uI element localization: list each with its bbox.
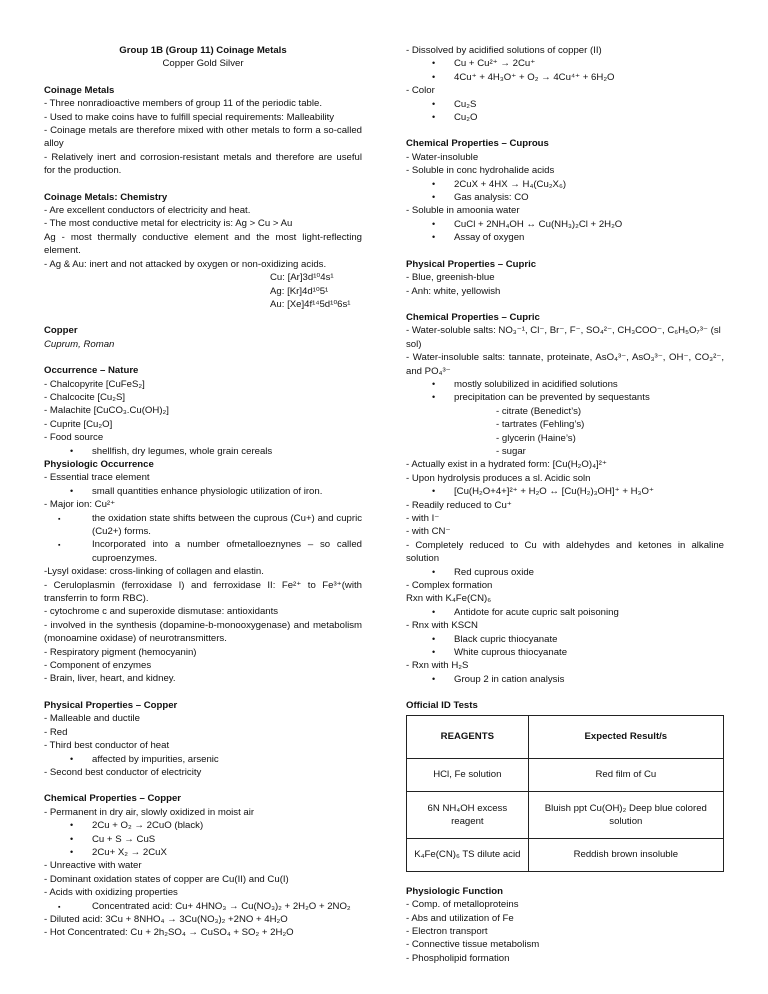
table-cell: K₄Fe(CN)₆ TS dilute acid bbox=[407, 838, 529, 871]
bullet-item: • mostly solubilized in acidified solutions bbox=[406, 378, 724, 391]
section-heading-chemical-cupric: Chemical Properties – Cupric bbox=[406, 311, 540, 323]
text-line: - with CN⁻ bbox=[406, 526, 451, 538]
section-heading-occurrence: Occurrence – Nature bbox=[44, 365, 139, 377]
section-heading-physiologic: Physiologic Occurrence bbox=[44, 458, 154, 470]
section-heading-copper: Copper bbox=[44, 325, 78, 337]
square-bullet-item: ▪ the oxidation state shifts between the cuprous (Cu+) and cupric (Cu2+) forms. bbox=[44, 512, 362, 539]
bullet-item: • Cu₂S bbox=[406, 98, 724, 111]
text-line: - Three nonradioactive members of group 11 of the periodic table. bbox=[44, 98, 323, 110]
bullet-item: • 2CuX + 4HX → H₄(Cu₂X₆) bbox=[406, 178, 724, 191]
bullet-item: • affected by impurities, arsenic bbox=[44, 753, 362, 766]
table-cell: Red film of Cu bbox=[528, 758, 723, 791]
text-line: - Blue, greenish-blue bbox=[406, 272, 495, 284]
text-line: - Food source bbox=[44, 432, 104, 444]
bullet-item: • Cu₂O bbox=[406, 111, 724, 124]
text-line: - Complex formation bbox=[406, 580, 493, 592]
left-column bbox=[44, 44, 362, 940]
text-line: - Respiratory pigment (hemocyanin) bbox=[44, 646, 197, 658]
bullet-item: • 2Cu+ X₂ → 2CuX bbox=[44, 846, 362, 859]
text-line: - Relatively inert and corrosion-resistant metals and therefore are useful for the production. bbox=[44, 151, 362, 177]
text-line: - Electron transport bbox=[406, 925, 488, 937]
text-line: - Permanent in dry air, slowly oxidized in moist air bbox=[44, 806, 255, 818]
bullet-item: • 4Cu⁺ + 4H₃O⁺ + O₂ → 4Cu⁴⁺ + 6H₂O bbox=[406, 71, 724, 84]
text-line: - Comp. of metalloproteins bbox=[406, 899, 519, 911]
text-line: - Water-insoluble salts: tannate, proteinate, AsO₄³⁻, AsO₃³⁻, OH⁻, CO₃²⁻, and PO₄³⁻ bbox=[406, 352, 724, 377]
text-line: - Major ion: Cu²⁺ bbox=[44, 499, 116, 511]
text-line: - Are excellent conductors of electricity and heat. bbox=[44, 205, 251, 217]
table-row bbox=[407, 838, 724, 871]
text-line: - Water-soluble salts: NO₃⁻¹, Cl⁻, Br⁻, F⁻, SO₄²⁻, CH₃COO⁻, C₆H₅O₇³⁻ (sl sol) bbox=[406, 325, 721, 350]
text-line: - Color bbox=[406, 85, 435, 97]
text-line: - Water-insoluble bbox=[406, 151, 479, 163]
text-line: - Soluble in amoonia water bbox=[406, 205, 520, 217]
text-line: - Soluble in conc hydrohalide acids bbox=[406, 165, 555, 177]
text-line: - Malachite [CuCO₃.Cu(OH)₂] bbox=[44, 405, 169, 417]
text-line: - Upon hydrolysis produces a sl. Acidic soln bbox=[406, 472, 591, 484]
section-heading-chemical: Chemical Properties – Copper bbox=[44, 793, 182, 805]
text-line: - Ceruloplasmin (ferroxidase I) and ferroxidase II: Fe²⁺ to Fe³⁺(with transferrin to form RBC). bbox=[44, 579, 362, 605]
table-cell: Bluish ppt Cu(OH)₂ Deep blue colored solution bbox=[528, 791, 723, 838]
text-line: - Phospholipid formation bbox=[406, 952, 510, 964]
table-row bbox=[407, 758, 724, 791]
text-line: - Rxn with H₂S bbox=[406, 660, 469, 672]
table-header-cell: REAGENTS bbox=[407, 715, 529, 758]
text-line: - Actually exist in a hydrated form: [Cu(H₂O)₄]²⁺ bbox=[406, 459, 607, 471]
text-line: - Acids with oxidizing properties bbox=[44, 887, 178, 899]
bullet-item: • 2Cu + O₂ → 2CuO (black) bbox=[44, 819, 362, 832]
section-heading-coinage: Coinage Metals bbox=[44, 84, 115, 96]
text-line: - Brain, liver, heart, and kidney. bbox=[44, 673, 176, 685]
section-heading-physiologic-function: Physiologic Function bbox=[406, 885, 504, 897]
bullet-item: • small quantities enhance physiologic utilization of iron. bbox=[44, 485, 362, 498]
text-line: - Second best conductor of electricity bbox=[44, 766, 202, 778]
text-line: - Coinage metals are therefore mixed with other metals to form a so-called alloy bbox=[44, 125, 362, 150]
text-line: - Unreactive with water bbox=[44, 860, 142, 872]
electron-config: Au: [Xe]4f¹⁴5d¹⁰6s¹ bbox=[270, 298, 351, 310]
square-bullet-item: ▪ Concentrated acid: Cu+ 4HNO₃ → Cu(NO₃)₂ + 2H₂O + 2NO₂ bbox=[44, 900, 362, 913]
text-line: - cytochrome c and superoxide dismutase: antioxidants bbox=[44, 606, 279, 618]
text-line: - Completely reduced to Cu with aldehydes and ketones in alkaline solution bbox=[406, 539, 724, 565]
bullet-item: • Cu + S → CuS bbox=[44, 833, 362, 846]
electron-config: Cu: [Ar]3d¹⁰4s¹ bbox=[270, 272, 334, 284]
table-row bbox=[407, 791, 724, 838]
text-line: - Rnx with KSCN bbox=[406, 620, 478, 632]
text-line: - Dominant oxidation states of copper are Cu(II) and Cu(I) bbox=[44, 873, 289, 885]
text-line: - Third best conductor of heat bbox=[44, 740, 170, 752]
bullet-item: • Assay of oxygen bbox=[406, 231, 724, 244]
right-column bbox=[406, 44, 724, 965]
table-cell: Reddish brown insoluble bbox=[528, 838, 723, 871]
bullet-item: • White cuprous thiocyanate bbox=[406, 646, 724, 659]
table-header-row bbox=[407, 715, 724, 758]
text-line: - Anh: white, yellowish bbox=[406, 285, 501, 297]
section-heading-physical: Physical Properties – Copper bbox=[44, 699, 178, 711]
bullet-item: • Gas analysis: CO bbox=[406, 191, 724, 204]
table-cell: 6N NH₄OH excess reagent bbox=[407, 791, 529, 838]
electron-config: Ag: [Kr]4d¹⁰5¹ bbox=[270, 285, 329, 297]
section-heading-official-id: Official ID Tests bbox=[406, 700, 478, 712]
text-line: - Chalcopyrite [CuFeS₂] bbox=[44, 378, 145, 390]
text-line: - involved in the synthesis (dopamine-b-monooxygenase) and metabolism (monoamine oxidase) of neurotransmitters. bbox=[44, 619, 362, 645]
text-line: - Malleable and ductile bbox=[44, 713, 140, 725]
bullet-item: • precipitation can be prevented by sequestants bbox=[406, 391, 724, 404]
text-line: - Hot Concentrated: Cu + 2h₂SO₄ → CuSO₄ + SO₂ + 2H₂O bbox=[44, 927, 294, 939]
document-title: Group 1B (Group 11) Coinage Metals bbox=[119, 45, 287, 56]
document-subtitle: Copper Gold Silver bbox=[162, 58, 244, 70]
bullet-item: • [Cu(H₂O+4+]²⁺ + H₂O ↔ [Cu(H₂)₃OH]⁺ + H₃O⁺ bbox=[406, 485, 724, 498]
sequestant-item: - tartrates (Fehling’s) bbox=[496, 419, 585, 431]
text-line: - Used to make coins have to fulfill special requirements: Malleability bbox=[44, 111, 335, 123]
bullet-item: • shellfish, dry legumes, whole grain cereals bbox=[44, 445, 362, 458]
text-line: - with I⁻ bbox=[406, 513, 440, 524]
section-heading-chemistry: Coinage Metals: Chemistry bbox=[44, 191, 168, 203]
section-heading-cuprous: Chemical Properties – Cuprous bbox=[406, 138, 549, 150]
text-line: - Diluted acid: 3Cu + 8NHO₄ → 3Cu(NO₃)₂ +2NO + 4H₂O bbox=[44, 913, 288, 925]
text-line: Ag - most thermally conductive element and the most light-reflecting element. bbox=[44, 231, 362, 257]
table-header-cell: Expected Result/s bbox=[528, 715, 723, 758]
text-line: -Lysyl oxidase: cross-linking of collagen and elastin. bbox=[44, 566, 264, 578]
text-line: - Abs and utilization of Fe bbox=[406, 912, 514, 924]
text-line: - Connective tissue metabolism bbox=[406, 939, 540, 951]
text-line: - Red bbox=[44, 726, 68, 738]
text-line: - Dissolved by acidified solutions of copper (II) bbox=[406, 45, 602, 56]
bullet-item: • CuCl + 2NH₄OH ↔ Cu(NH₃)₂Cl + 2H₂O bbox=[406, 218, 724, 231]
sequestant-item: - glycerin (Haine’s) bbox=[496, 432, 576, 444]
text-line: - Ag & Au: inert and not attacked by oxygen or non-oxidizing acids. bbox=[44, 258, 327, 270]
text-line: - Chalcocite [Cu₂S] bbox=[44, 391, 126, 403]
bullet-item: • Black cupric thiocyanate bbox=[406, 633, 724, 646]
bullet-item: • Cu + Cu²⁺ → 2Cu⁺ bbox=[406, 57, 724, 70]
square-bullet-item: ▪ Incorporated into a number ofmetalloeznynes – so called cuproenzymes. bbox=[44, 538, 362, 565]
section-heading-physical-cupric: Physical Properties – Cupric bbox=[406, 258, 537, 270]
table-cell: HCl, Fe solution bbox=[407, 758, 529, 791]
bullet-item: • Antidote for acute cupric salt poisoning bbox=[406, 606, 724, 619]
text-line: - Cuprite [Cu₂O] bbox=[44, 418, 113, 430]
bullet-item: • Red cuprous oxide bbox=[406, 566, 724, 579]
sequestant-item: - citrate (Benedict’s) bbox=[496, 405, 582, 417]
text-line: - Readily reduced to Cu⁺ bbox=[406, 499, 512, 511]
text-line: Rxn with K₄Fe(CN)₆ bbox=[406, 593, 492, 605]
text-line: - Essential trace element bbox=[44, 472, 150, 484]
copper-origin: Cuprum, Roman bbox=[44, 338, 115, 350]
text-line: - The most conductive metal for electricity is: Ag > Cu > Au bbox=[44, 218, 293, 230]
bullet-item: • Group 2 in cation analysis bbox=[406, 673, 724, 686]
text-line: - Component of enzymes bbox=[44, 660, 152, 672]
sequestant-item: - sugar bbox=[496, 445, 526, 457]
official-id-table bbox=[406, 715, 724, 872]
